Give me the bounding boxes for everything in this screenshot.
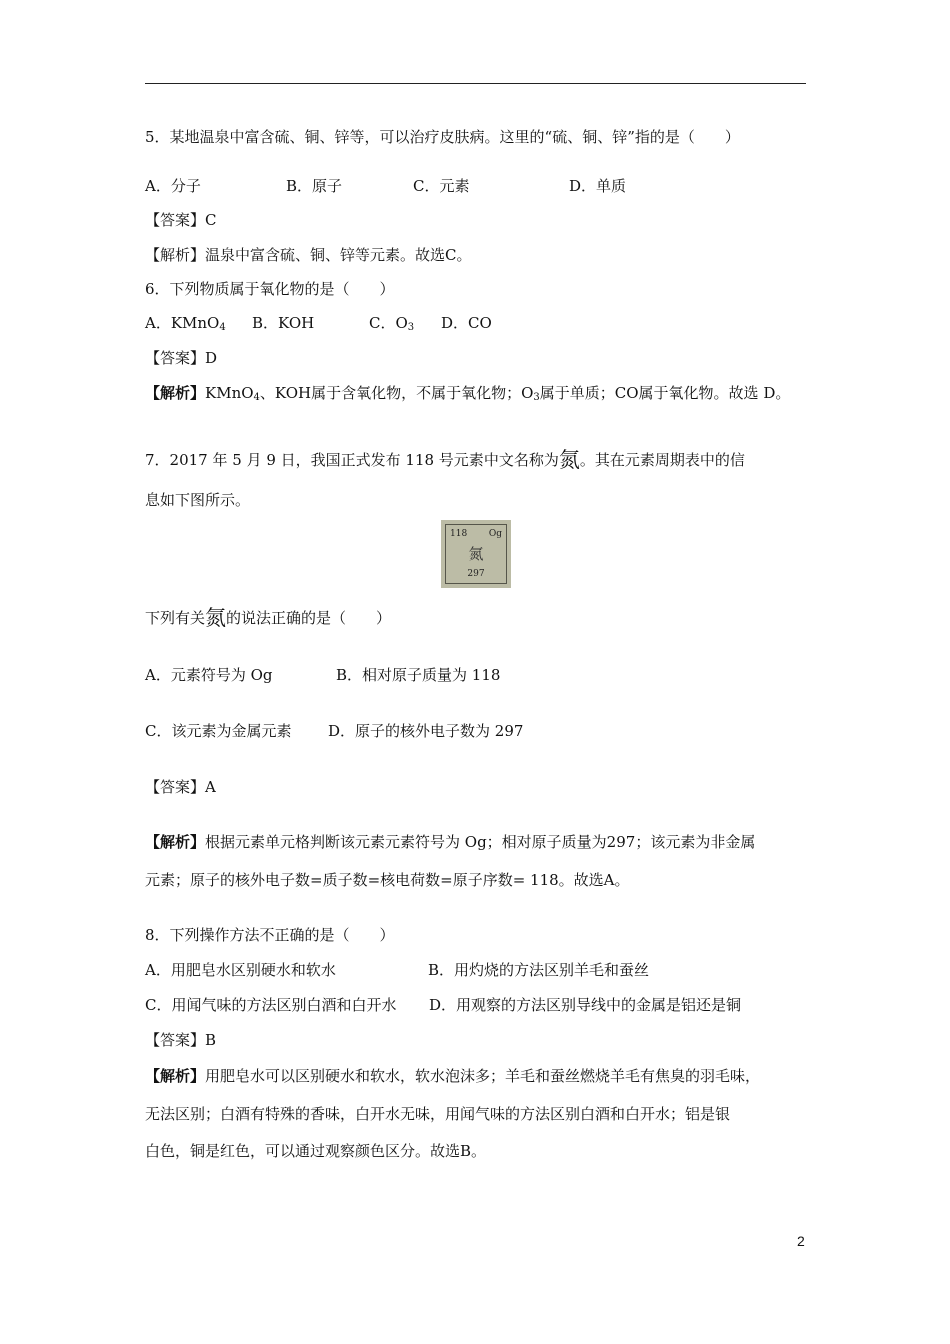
- page-number: 2: [797, 1233, 805, 1249]
- q5-stem: 5．某地温泉中富含硫、铜、锌等，可以治疗皮肤病。这里的“硫、铜、锌”指的是（ ）: [145, 128, 740, 146]
- q7-explanation-line1: 【解析】根据元素单元格判断该元素元素符号为 Og；相对原子质量为297；该元素为非金属: [145, 833, 756, 851]
- element-tile-image: [441, 520, 511, 588]
- q6-option-c: C．$O_3$: [369, 314, 415, 333]
- q8-option-d: D．用观察的方法区别导线中的金属是铝还是铜: [429, 996, 742, 1014]
- q7-stem-line2: 息如下图所示。: [145, 491, 251, 509]
- q6-option-a: A．KMnO$_4$: [145, 314, 226, 333]
- q5-option-b: B．原子: [286, 177, 343, 195]
- q6-option-b: B．KOH: [252, 314, 315, 332]
- q6-explanation: 【解析】KMnO$_4$、KOH属于含氧化物，不属于氧化物；$O_3$属于单质；CO属于氧化物。故选 D。: [145, 384, 791, 403]
- q8-option-a: A．用肥皂水区别硬水和软水: [145, 961, 336, 979]
- q5-option-d: D．单质: [569, 177, 627, 195]
- q6-option-d: D．CO: [441, 314, 492, 332]
- q8-option-c: C．用闻气味的方法区别白酒和白开水: [145, 996, 397, 1014]
- q5-option-c: C．元素: [413, 177, 470, 195]
- header-rule: [145, 83, 806, 84]
- q8-answer: 【答案】B: [145, 1031, 217, 1049]
- q7-stem-line1: 7．2017 年 5 月 9 日，我国正式发布 118 号元素中文名称为氮。其在元素周期表中的信: [145, 448, 745, 472]
- q7-option-d: D．原子的核外电子数为 297: [328, 722, 524, 740]
- q7-answer: 【答案】A: [145, 778, 216, 796]
- q5-answer: 【答案】C: [145, 211, 217, 229]
- q6-answer: 【答案】D: [145, 349, 218, 367]
- q7-option-b: B．相对原子质量为 118: [336, 666, 501, 684]
- tile-symbol: Og: [488, 529, 502, 539]
- q8-option-b: B．用灼烧的方法区别羊毛和蚕丝: [428, 961, 650, 979]
- q5-explanation: 【解析】温泉中富含硫、铜、锌等元素。故选C。: [145, 246, 472, 264]
- q8-stem: 8．下列操作方法不正确的是（ ）: [145, 926, 395, 944]
- tile-element-name: 氮: [468, 545, 484, 563]
- q8-explanation-line2: 无法区别；白酒有特殊的香味，白开水无味，用闻气味的方法区别白酒和白开水；铝是银: [145, 1105, 731, 1123]
- q8-explanation-line1: 【解析】用肥皂水可以区别硬水和软水，软水泡沫多；羊毛和蚕丝燃烧羊毛有焦臭的羽毛味，: [145, 1067, 761, 1085]
- tile-atomic-mass: 297: [467, 569, 485, 579]
- tile-atomic-number: 118: [450, 529, 468, 539]
- q6-stem: 6．下列物质属于氧化物的是（ ）: [145, 280, 395, 298]
- q5-option-a: A．分子: [145, 177, 201, 195]
- q7-option-c: C．该元素为金属元素: [145, 722, 292, 740]
- q8-explanation-line3: 白色，铜是红色，可以通过观察颜色区分。故选B。: [145, 1142, 487, 1160]
- q7-question: 下列有关氮的说法正确的是（ ）: [145, 606, 392, 630]
- q7-explanation-line2: 元素；原子的核外电子数=质子数=核电荷数=原子序数= 118。故选A。: [145, 871, 630, 889]
- q7-option-a: A．元素符号为 Og: [145, 666, 273, 684]
